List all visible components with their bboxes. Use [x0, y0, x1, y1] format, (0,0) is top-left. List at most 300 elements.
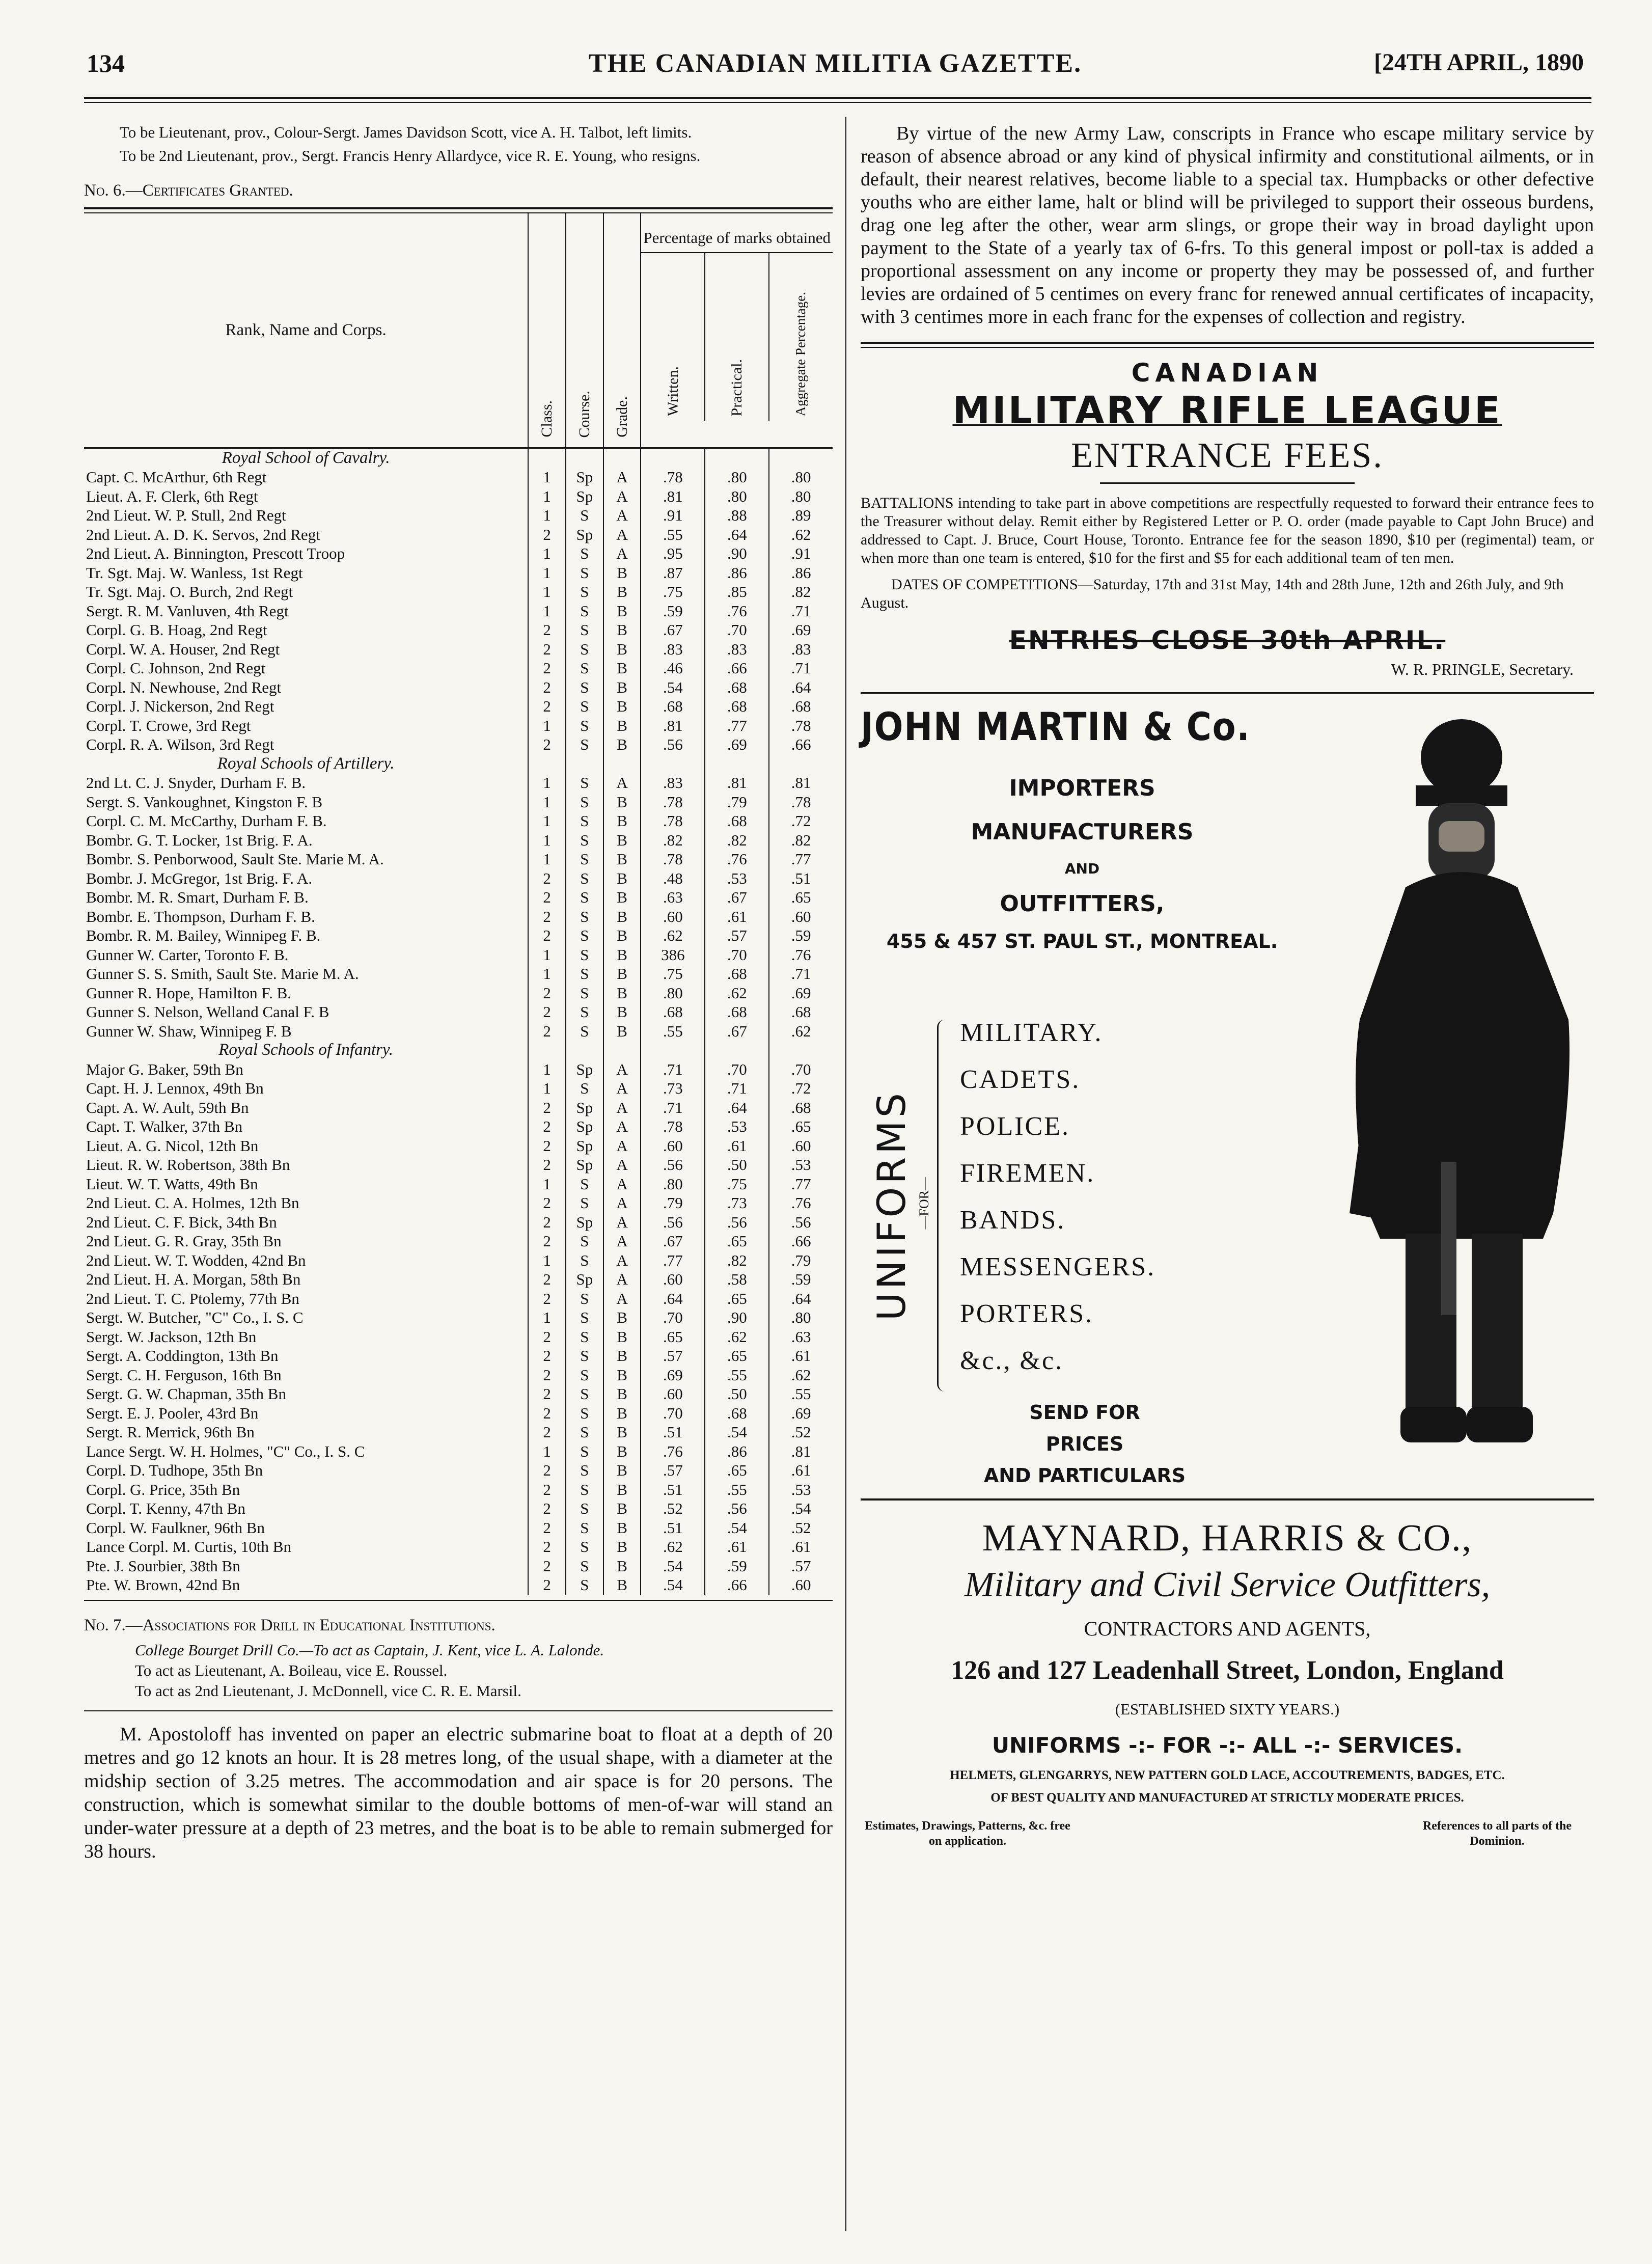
col-rank: Rank, Name and Corps. [84, 213, 528, 448]
table-row [84, 640, 833, 659]
course-cell: S [566, 1079, 603, 1098]
practical-cell: .65 [705, 1346, 769, 1366]
practical-cell: .75 [705, 1175, 769, 1194]
aggregate-cell: .60 [769, 1136, 833, 1156]
practical-cell: .66 [705, 1575, 769, 1595]
written-cell: .95 [641, 544, 705, 563]
course-cell: Sp [566, 1117, 603, 1136]
officer-name: Capt. H. J. Lennox, 49th Bn [86, 1079, 264, 1097]
written-cell: .60 [641, 1136, 705, 1156]
course-cell: S [566, 811, 603, 831]
written-cell: .81 [641, 716, 705, 735]
officer-name: 2nd Lieut. C. A. Holmes, 12th Bn [86, 1194, 299, 1212]
table-top-rule [84, 207, 833, 213]
class-cell: 2 [528, 984, 566, 1003]
aggregate-cell: .79 [769, 1251, 833, 1270]
course-cell: S [566, 907, 603, 926]
officer-name: 2nd Lieut. A. Binnington, Prescott Troop [86, 544, 345, 562]
course-cell: S [566, 1002, 603, 1022]
maynard-established: (ESTABLISHED SIXTY YEARS.) [1115, 1700, 1340, 1718]
aggregate-cell: .78 [769, 793, 833, 812]
table-row [84, 602, 833, 621]
uniforms-bracket [937, 1020, 945, 1392]
table-row [84, 1136, 833, 1156]
class-cell: 2 [528, 869, 566, 888]
aggregate-cell: .61 [769, 1346, 833, 1366]
course-cell: S [566, 678, 603, 697]
officer-name: 2nd Lieut. C. F. Bick, 34th Bn [86, 1213, 277, 1231]
course-cell: S [566, 735, 603, 754]
grade-cell: B [603, 1346, 641, 1366]
class-cell: 1 [528, 487, 566, 506]
officer-name: Lieut. W. T. Watts, 49th Bn [86, 1175, 258, 1193]
table-row [84, 620, 833, 640]
officer-name: Sergt. E. J. Pooler, 43rd Bn [86, 1404, 259, 1422]
school-heading: Royal Schools of Infantry. [218, 1041, 394, 1059]
class-cell: 2 [528, 926, 566, 945]
practical-cell: .88 [705, 506, 769, 525]
aggregate-cell: .70 [769, 1060, 833, 1079]
officer-name: Gunner S. Nelson, Welland Canal F. B [86, 1003, 329, 1021]
aggregate-cell: .55 [769, 1384, 833, 1404]
aggregate-cell: .59 [769, 1270, 833, 1289]
table-row [84, 525, 833, 544]
header-rule-thin [84, 102, 1591, 103]
grade-cell: A [603, 1136, 641, 1156]
table-row [84, 811, 833, 831]
officer-name: 2nd Lieut. W. T. Wodden, 42nd Bn [86, 1251, 306, 1269]
aggregate-cell: .66 [769, 1232, 833, 1251]
aggregate-cell: .57 [769, 1557, 833, 1576]
written-cell: .82 [641, 831, 705, 850]
policeman-illustration [1329, 704, 1594, 1483]
maynard-uniforms: UNIFORMS -:- FOR -:- ALL -:- SERVICES. [992, 1733, 1463, 1758]
table-row [84, 1193, 833, 1213]
aggregate-cell: .66 [769, 735, 833, 754]
grade-cell: A [603, 468, 641, 487]
table-row [84, 1060, 833, 1079]
practical-cell: .76 [705, 850, 769, 869]
issue-date: [24TH APRIL, 1890 [1373, 49, 1584, 76]
table-row [84, 1575, 833, 1595]
page-header [87, 48, 1584, 89]
practical-cell: .86 [705, 563, 769, 583]
table-row [84, 1346, 833, 1366]
class-cell: 1 [528, 563, 566, 583]
aggregate-cell: .53 [769, 1155, 833, 1175]
aggregate-cell: .62 [769, 1366, 833, 1385]
class-cell: 2 [528, 1155, 566, 1175]
grade-cell: B [603, 716, 641, 735]
aggregate-cell: .77 [769, 850, 833, 869]
class-cell: 1 [528, 1079, 566, 1098]
practical-cell: .67 [705, 888, 769, 907]
written-cell: .62 [641, 1537, 705, 1557]
officer-name: Bombr. S. Penborwood, Sault Ste. Marie M. A. [86, 850, 384, 868]
practical-cell: .64 [705, 1098, 769, 1117]
table-row [84, 582, 833, 602]
table-row [84, 506, 833, 525]
officer-name: Capt. A. W. Ault, 59th Bn [86, 1098, 249, 1116]
course-cell: Sp [566, 468, 603, 487]
table-row [84, 544, 833, 563]
written-cell: .77 [641, 1251, 705, 1270]
practical-cell: .55 [705, 1480, 769, 1499]
class-cell: 2 [528, 1022, 566, 1041]
aggregate-cell: .63 [769, 1327, 833, 1347]
grade-cell: B [603, 984, 641, 1003]
officer-name: Tr. Sgt. Maj. O. Burch, 2nd Regt [86, 583, 293, 601]
practical-cell: .68 [705, 697, 769, 716]
course-cell: S [566, 1557, 603, 1576]
grade-cell: B [603, 1480, 641, 1499]
aggregate-cell: .54 [769, 1499, 833, 1518]
aggregate-cell: .82 [769, 831, 833, 850]
table-row [84, 1155, 833, 1175]
course-cell: S [566, 697, 603, 716]
written-cell: .65 [641, 1327, 705, 1347]
left-column [84, 122, 833, 1863]
practical-cell: .81 [705, 773, 769, 793]
practical-cell: .62 [705, 984, 769, 1003]
class-cell: 2 [528, 735, 566, 754]
class-cell: 1 [528, 716, 566, 735]
course-cell: S [566, 506, 603, 525]
grade-cell: B [603, 945, 641, 965]
martin-send [912, 1397, 1258, 1491]
grade-cell: A [603, 1213, 641, 1232]
table-row [84, 697, 833, 716]
grade-cell: B [603, 678, 641, 697]
maynard-subtitle: Military and Civil Service Outfitters, [964, 1565, 1491, 1604]
aggregate-cell: .68 [769, 1098, 833, 1117]
written-cell: .54 [641, 1557, 705, 1576]
grade-cell: B [603, 1423, 641, 1442]
practical-cell: .68 [705, 1002, 769, 1022]
written-cell: .48 [641, 869, 705, 888]
written-cell: .76 [641, 1442, 705, 1461]
practical-cell: .77 [705, 716, 769, 735]
school-heading: Royal School of Cavalry. [222, 448, 390, 467]
written-cell: .60 [641, 1270, 705, 1289]
officer-name: Pte. J. Sourbier, 38th Bn [86, 1557, 240, 1575]
section-7-heading: No. 7.—Associations for Drill in Educational Institutions. [84, 1616, 495, 1634]
grade-cell: A [603, 1060, 641, 1079]
table-row [84, 773, 833, 793]
practical-cell: .55 [705, 1366, 769, 1385]
course-cell: S [566, 602, 603, 621]
officer-name: Bombr. R. M. Bailey, Winnipeg F. B. [86, 926, 321, 944]
class-cell: 2 [528, 1346, 566, 1366]
martin-name: JOHN MARTIN & Co. [861, 704, 1251, 749]
officer-name: Sergt. R. M. Vanluven, 4th Regt [86, 602, 289, 620]
class-cell: 2 [528, 640, 566, 659]
aggregate-cell: .61 [769, 1461, 833, 1480]
newspaper-title: THE CANADIAN MILITIA GAZETTE. [588, 49, 1082, 78]
written-cell: .60 [641, 907, 705, 926]
course-cell: Sp [566, 1270, 603, 1289]
class-cell: 1 [528, 602, 566, 621]
percentage-heading: Percentage of marks obtained [641, 213, 833, 253]
written-cell: .52 [641, 1499, 705, 1518]
practical-cell: .54 [705, 1423, 769, 1442]
practical-cell: .82 [705, 831, 769, 850]
table-row [84, 1175, 833, 1194]
grade-cell: A [603, 1232, 641, 1251]
written-cell: .67 [641, 620, 705, 640]
officer-name: Corpl. G. Price, 35th Bn [86, 1480, 240, 1498]
grade-cell: B [603, 1404, 641, 1423]
class-cell: 1 [528, 964, 566, 984]
class-cell: 1 [528, 506, 566, 525]
officer-name: 2nd Lieut. W. P. Stull, 2nd Regt [86, 506, 286, 524]
class-cell: 1 [528, 582, 566, 602]
course-cell: S [566, 1193, 603, 1213]
practical-cell: .59 [705, 1557, 769, 1576]
grade-cell: B [603, 1518, 641, 1538]
table-row [84, 926, 833, 945]
class-cell: 2 [528, 1098, 566, 1117]
written-cell: .51 [641, 1423, 705, 1442]
uniforms-for: —FOR— [917, 1177, 931, 1230]
officer-name: Sergt. W. Jackson, 12th Bn [86, 1327, 257, 1346]
written-cell: .46 [641, 659, 705, 678]
written-cell: .70 [641, 1308, 705, 1327]
officer-name: Bombr. M. R. Smart, Durham F. B. [86, 888, 309, 906]
course-cell: S [566, 773, 603, 793]
course-cell: S [566, 869, 603, 888]
league-title: MILITARY RIFLE LEAGUE [952, 389, 1502, 432]
table-row [84, 1079, 833, 1098]
course-cell: Sp [566, 525, 603, 544]
officer-name: 2nd Lieut. H. A. Morgan, 58th Bn [86, 1270, 301, 1288]
aggregate-cell: .80 [769, 468, 833, 487]
grade-cell: A [603, 1270, 641, 1289]
aggregate-cell: .52 [769, 1423, 833, 1442]
table-row [84, 1117, 833, 1136]
course-cell: S [566, 945, 603, 965]
section-6-heading: No. 6.—Certificates Granted. [84, 181, 293, 200]
certificates-table [84, 213, 833, 1595]
col-written: Written. [664, 366, 681, 416]
grade-cell: B [603, 1557, 641, 1576]
grade-cell: B [603, 1002, 641, 1022]
course-cell: Sp [566, 1060, 603, 1079]
aggregate-cell: .86 [769, 563, 833, 583]
table-row [84, 1308, 833, 1327]
appointment-2: To be 2nd Lieutenant, prov., Sergt. Francis Henry Allardyce, vice R. E. Young, who resigns. [120, 147, 701, 165]
table-row [84, 1384, 833, 1404]
column-divider [845, 117, 846, 2231]
table-row [84, 1327, 833, 1347]
class-cell: 1 [528, 831, 566, 850]
officer-name: Sergt. R. Merrick, 96th Bn [86, 1423, 255, 1441]
class-cell: 2 [528, 888, 566, 907]
officer-name: Corpl. D. Tudhope, 35th Bn [86, 1461, 263, 1479]
table-row [84, 1499, 833, 1518]
class-cell: 2 [528, 525, 566, 544]
practical-cell: .76 [705, 602, 769, 621]
maynard-footer [861, 1818, 1594, 1849]
col-practical: Practical. [704, 253, 768, 421]
table-row [84, 1213, 833, 1232]
course-cell: S [566, 1308, 603, 1327]
maynard-name: MAYNARD, HARRIS & CO., [982, 1517, 1473, 1559]
grade-cell: A [603, 1251, 641, 1270]
course-cell: S [566, 1251, 603, 1270]
officer-name: Bombr. J. McGregor, 1st Brig. F. A. [86, 869, 313, 887]
officer-name: Corpl. C. M. McCarthy, Durham F. B. [86, 812, 327, 830]
aggregate-cell: .80 [769, 487, 833, 506]
martin-manufacturers: MANUFACTURERS [971, 819, 1194, 845]
class-cell: 2 [528, 1384, 566, 1404]
practical-cell: .64 [705, 525, 769, 544]
martin-send-3: AND PARTICULARS [983, 1464, 1186, 1487]
class-cell: 2 [528, 1366, 566, 1385]
officer-name: Lance Sergt. W. H. Holmes, "C" Co., I. S. C [86, 1442, 365, 1460]
practical-cell: .57 [705, 926, 769, 945]
table-row [84, 1557, 833, 1576]
course-cell: S [566, 1575, 603, 1595]
officer-name: Corpl. W. A. Houser, 2nd Regt [86, 640, 280, 658]
course-cell: S [566, 716, 603, 735]
officer-name: Corpl. T. Kenny, 47th Bn [86, 1499, 245, 1517]
written-cell: .56 [641, 1213, 705, 1232]
written-cell: .68 [641, 697, 705, 716]
practical-cell: .62 [705, 1327, 769, 1347]
header-rule [84, 97, 1591, 99]
officer-name: Corpl. R. A. Wilson, 3rd Regt [86, 735, 274, 753]
practical-cell: .61 [705, 907, 769, 926]
aggregate-cell: .62 [769, 1022, 833, 1041]
grade-cell: B [603, 1384, 641, 1404]
practical-cell: .65 [705, 1461, 769, 1480]
course-cell: S [566, 1518, 603, 1538]
class-cell: 2 [528, 1327, 566, 1347]
league-fees: ENTRANCE FEES. [1071, 436, 1384, 475]
course-cell: S [566, 1442, 603, 1461]
course-cell: S [566, 1404, 603, 1423]
practical-cell: .54 [705, 1518, 769, 1538]
martin-send-2: PRICES [1045, 1433, 1124, 1455]
practical-cell: .82 [705, 1251, 769, 1270]
written-cell: .83 [641, 773, 705, 793]
practical-cell: .61 [705, 1537, 769, 1557]
class-cell: 2 [528, 1270, 566, 1289]
written-cell: .75 [641, 964, 705, 984]
aggregate-cell: .68 [769, 1002, 833, 1022]
league-secretary: W. R. PRINGLE, Secretary. [1391, 660, 1574, 678]
course-cell: S [566, 1423, 603, 1442]
table-row [84, 678, 833, 697]
written-cell: .81 [641, 487, 705, 506]
col-course: Course. [566, 213, 603, 448]
course-cell: S [566, 640, 603, 659]
written-cell: .91 [641, 506, 705, 525]
officer-name: Capt. C. McArthur, 6th Regt [86, 468, 267, 486]
grade-cell: B [603, 1461, 641, 1480]
col-percentage-group [641, 213, 833, 448]
written-cell: .83 [641, 640, 705, 659]
aggregate-cell: .64 [769, 1289, 833, 1308]
practical-cell: .70 [705, 1060, 769, 1079]
table-row [84, 945, 833, 965]
league-fees-rule [1100, 482, 1355, 484]
grade-cell: A [603, 506, 641, 525]
officer-name: Corpl. J. Nickerson, 2nd Regt [86, 697, 274, 715]
class-cell: 1 [528, 1060, 566, 1079]
aggregate-cell: .80 [769, 1308, 833, 1327]
col-aggregate: Aggregate Percentage. [768, 253, 833, 421]
class-cell: 1 [528, 811, 566, 831]
written-cell: .62 [641, 926, 705, 945]
table-row [84, 468, 833, 487]
grade-cell: B [603, 1537, 641, 1557]
practical-cell: .90 [705, 1308, 769, 1327]
class-cell: 2 [528, 1289, 566, 1308]
table-row [84, 1251, 833, 1270]
aggregate-cell: .71 [769, 964, 833, 984]
grade-cell: B [603, 640, 641, 659]
right-column [861, 122, 1594, 1849]
course-cell: Sp [566, 1213, 603, 1232]
grade-cell: A [603, 525, 641, 544]
practical-cell: .56 [705, 1213, 769, 1232]
grade-cell: B [603, 869, 641, 888]
course-cell: S [566, 1499, 603, 1518]
class-cell: 2 [528, 1518, 566, 1538]
grade-cell: A [603, 1079, 641, 1098]
practical-cell: .70 [705, 620, 769, 640]
aggregate-cell: .78 [769, 716, 833, 735]
practical-cell: .68 [705, 678, 769, 697]
grade-cell: B [603, 1022, 641, 1041]
martin-trades [861, 765, 1304, 960]
grade-cell: B [603, 793, 641, 812]
officer-name: Corpl. T. Crowe, 3rd Regt [86, 716, 251, 734]
table-row [84, 1002, 833, 1022]
grade-cell: A [603, 544, 641, 563]
practical-cell: .70 [705, 945, 769, 965]
class-cell: 1 [528, 793, 566, 812]
course-cell: S [566, 1346, 603, 1366]
maynard-helmets: HELMETS, GLENGARRYS, NEW PATTERN GOLD LACE, ACCOUTREMENTS, BADGES, ETC. [950, 1768, 1505, 1782]
section-7-rule [84, 1710, 833, 1711]
class-cell: 2 [528, 1423, 566, 1442]
maynard-contractors: CONTRACTORS AND AGENTS, [1084, 1617, 1371, 1640]
grade-cell: B [603, 831, 641, 850]
grade-cell: A [603, 1193, 641, 1213]
practical-cell: .65 [705, 1289, 769, 1308]
aggregate-cell: .65 [769, 888, 833, 907]
practical-cell: .50 [705, 1155, 769, 1175]
table-row [84, 1423, 833, 1442]
written-cell: .51 [641, 1518, 705, 1538]
aggregate-cell: .69 [769, 620, 833, 640]
league-top-rule [861, 342, 1594, 348]
officer-name: Sergt. C. H. Ferguson, 16th Bn [86, 1366, 282, 1384]
class-cell: 2 [528, 1404, 566, 1423]
course-cell: Sp [566, 1098, 603, 1117]
class-cell: 2 [528, 1232, 566, 1251]
course-cell: Sp [566, 1155, 603, 1175]
class-cell: 2 [528, 1461, 566, 1480]
written-cell: .67 [641, 1232, 705, 1251]
grade-cell: B [603, 850, 641, 869]
aggregate-cell: .65 [769, 1117, 833, 1136]
table-row [84, 1461, 833, 1480]
grade-cell: B [603, 697, 641, 716]
